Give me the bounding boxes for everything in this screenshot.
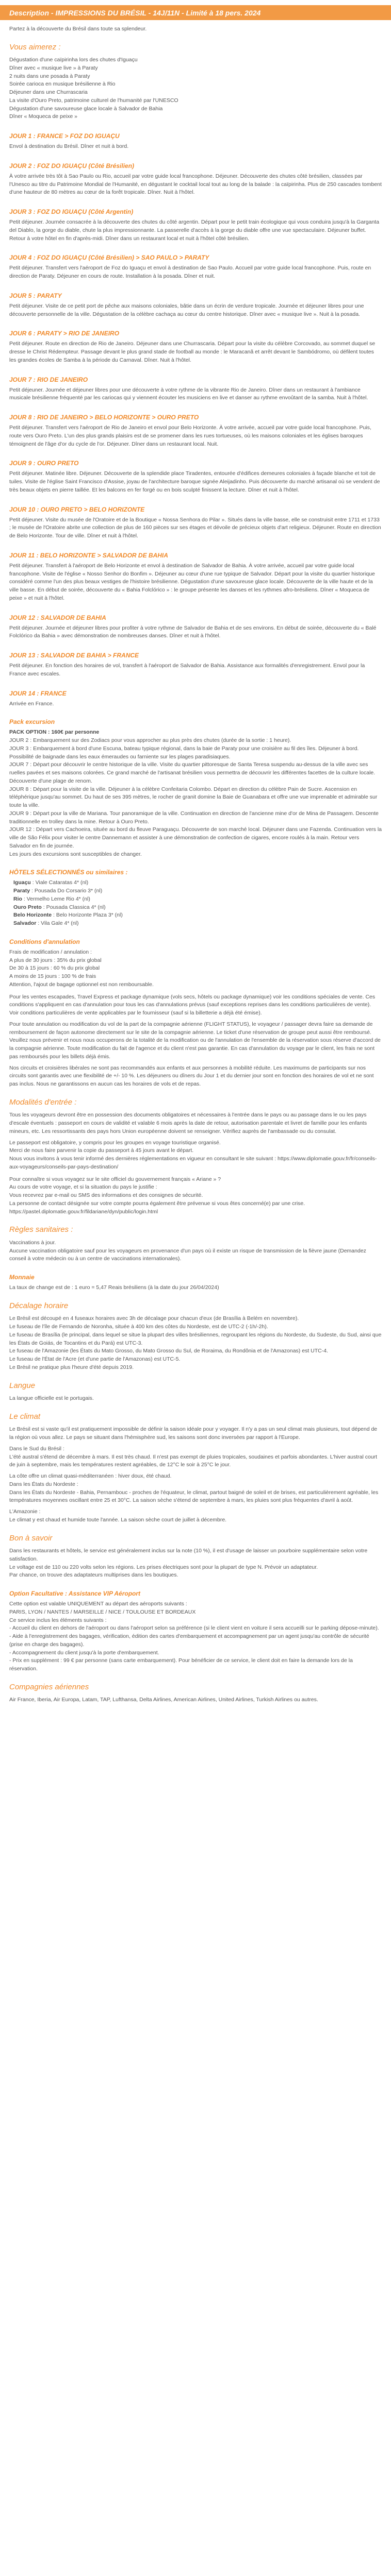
hotel-name: Viale Cataratas 4* (nl): [35, 879, 89, 886]
day-text: Petit déjeuner. Journée consacrée à la découverte des chutes du côté argentin. Départ pour le petit train écologique qui vous conduira jusqu'à la Garganta del Diablo, la gorge du diable, chute la plus impressionnante. La passerelle d'accès à la gorge du diable offre une vue spectaculaire. Déjeuner buffet. Retour à votre hôtel en fin d'après-midi. Dîner dans un restaurant local et nuit à l'hôtel côté brésilien.: [9, 219, 380, 242]
hotel-city: Belo Horizonte: [13, 912, 52, 919]
climate-line: Dans les États du Nordeste :: [9, 1481, 78, 1487]
conditions-section: [9, 948, 382, 1089]
pack-section: [9, 728, 382, 858]
tips-title: Bon à savoir: [9, 1533, 53, 1543]
day-text: Petit déjeuner. Journée et déjeuner libres pour une découverte à votre rythme de la vibrante Rio de Janeiro. Dîner dans un restaurant à l'ambiance musicale brésilienne fréquenté par les cariocas qui y viennent écouter les musiciens en live et danser au rythme envoûtant de la samba. Nuit à l'hôtel.: [9, 386, 368, 401]
hotel-name: Pousada Do Corsario 3* (nl): [34, 888, 103, 894]
ariane-link[interactable]: https://pastel.diplomatie.gouv.fr/fildariane/dyn/public/login.html: [9, 1208, 158, 1215]
formalities-line: Merci de nous faire parvenir la copie du passeport à 45 jours avant le départ.: [9, 1147, 194, 1154]
tips-line: Le voltage est de 110 ou 220 volts selon les régions. Les prises électriques sont pour la plupart de type N. Prévoir un adaptateur.: [9, 1564, 318, 1570]
language-title: Langue: [9, 1381, 36, 1390]
climate-line: L'Amazonie :: [9, 1509, 41, 1515]
highlight-item: Déjeuner dans une Churrascaria: [9, 89, 88, 96]
vip-title: Option Facultative : Assistance VIP Aéroport: [9, 1590, 141, 1598]
day-text: Petit déjeuner. Transfert vers l'aéroport de Rio de Janeiro et envol pour Belo Horizonte. À votre arrivée, accueil par votre guide local francophone. Puis, route vers Ouro Preto. L'un des plus grands plaisirs est de se promener dans les rues tortueuses, où les maisons coloniales et les églises baroques témoignent de l'âge d'or du cycle de l'or. Déjeuner. Dîner dans un restaurant local. Nuit.: [9, 425, 371, 447]
day-text: Petit déjeuner. Transfert à l'aéroport de Belo Horizonte et envol à destination de Salvador de Bahia. À votre arrivée, accueil par votre guide local francophone. Visite de l'église « Nosso Senhor do Bonfim ». Déjeuner au cœur d'une rue typique de Salvador. Départ pour la visite du quartier historique considéré comme l'un des plus beaux vestiges de l'histoire brésilienne. Dégustation d'une savoureuse glace locale. Découverte de la ville haute et de la ville basse. En début de soirée, découverte du « Bahia Folclórico » : le groupe présente les danses et les rythmes afro-brésiliens. Dîner « Moqueca de peixe » et nuit à l'hôtel.: [9, 562, 375, 601]
day-title: JOUR 8 : RIO DE JANEIRO > BELO HORIZONTE > OURO PRETO: [9, 414, 199, 421]
airlines-text: Air France, Iberia, Air Europa, Latam, TAP, Lufthansa, Delta Airlines, American Airlines, United Airlines, Turkish Airlines ou autres.: [9, 1697, 318, 1703]
climate-line: Dans le Sud du Brésil :: [9, 1445, 64, 1452]
pack-line: JOUR 8 : Départ pour la visite de la ville. Déjeuner à la célèbre Confeitaria Colombo. Départ en direction du célèbre Pain de Sucre. Ascension en téléphérique jusqu'au sommet. Du haut de ses 395 mètres, le rocher de granit domine la Baie de Guanabara et offre une vue imprenable et admirable sur toute la ville.: [9, 786, 378, 809]
climate-title: Le climat: [9, 1412, 41, 1421]
vip-line: Ce service inclus les éléments suivants :: [9, 1617, 107, 1623]
vip-line: - Prix en supplément : 99 € par personne (sans carte embarquement). Pour bénéficier de ce service, le client doit en faire la demande lors de la réservation.: [9, 1657, 353, 1672]
hotels-title: HÔTELS SÉLECTIONNÉS ou similaires :: [9, 869, 128, 876]
highlights-title: Vous aimerez :: [9, 42, 61, 52]
conditions-paragraph: Nos circuits et croisières libérales ne sont pas recommandés aux enfants et aux personnes à mobilité réduite. Les maximums de participants sur nos circuits sont garantis avec une flexibilité de +/- 10 %. Les déjeuners ou dîners du Jour 1 et du dernier jour sont en fonction des horaires de vol et ne sont pas inclus. Nous ne garantissons en aucun cas les horaires de vols et de repas.: [9, 1064, 374, 1088]
day-title: JOUR 9 : OURO PRETO: [9, 460, 79, 467]
hotel-item: Ouro Preto : Pousada Classica 4* (nl): [13, 904, 106, 910]
timezone-line: Le Brésil est découpé en 4 fuseaux horaires avec 3h de décalage pour chacun d'eux (de Brasília à Belém en novembre).: [9, 1315, 299, 1322]
timezone-line: Le Brésil ne pratique plus l'heure d'été depuis 2019.: [9, 1364, 134, 1370]
tips-section: [9, 1547, 382, 1580]
hotel-name: Vila Gale 4* (nl): [41, 920, 79, 927]
formalities-title: Modalités d'entrée :: [9, 1097, 77, 1107]
pack-title: Pack excursion: [9, 718, 55, 726]
conditions-line: A plus de 30 jours : 35% du prix global: [9, 957, 102, 963]
day-title: JOUR 14 : FRANCE: [9, 689, 67, 697]
pack-line: JOUR 9 : Départ pour la ville de Mariana. Tour panoramique de la ville. Continuation en direction de l'ancienne mine d'or de Mina de Passagem. Descente traditionnelle en trolley dans la mine. Retour à Ouro Preto.: [9, 810, 379, 825]
day-text: À votre arrivée très tôt à Sao Paulo ou Rio, accueil par votre guide local francophone. Déjeuner. Découverte des chutes côté brésilien, classées par l'Unesco au titre du Patrimoine Mondial de l'Humanité, en dégustant le cocktail local tout au long de la balade : la caïpirinha. Plus de 250 cascades tombent d'une hauteur de 80 mètres au cœur de la forêt tropicale. Dîner. Nuit à l'hôtel.: [9, 173, 382, 196]
highlight-item: Dîner avec « musique live » à Paraty: [9, 64, 98, 71]
pack-line: JOUR 2 : Embarquement sur des Zodiacs pour vous approcher au plus près des chutes (durée de la sortie : 1 heure).: [9, 737, 291, 744]
day-title: JOUR 10 : OURO PRETO > BELO HORIZONTE: [9, 505, 145, 513]
pack-price: PACK OPTION : 160€ par personne: [9, 729, 100, 736]
day-text: Petit déjeuner. Transfert vers l'aéroport de Foz do Iguaçu et envol à destination de Sao Paulo. Accueil par votre guide local francophone. Puis, route en direction de Paraty. Déjeuner en cours de route. Installation à la posada. Dîner et nuit.: [9, 265, 371, 280]
timezone-title: Décalage horaire: [9, 1301, 69, 1310]
hotel-city: Ouro Preto: [13, 904, 42, 910]
highlight-item: Soirée carioca en musique brésilienne à Rio: [9, 81, 116, 88]
timezone-line: Le fuseau de Brasília (le principal, dans lequel se situe la plupart des villes brésiliennes, regroupant les régions du Nordeste, du Sudeste, du Sud, ainsi que les États de Goiás, de Tocantins et du Pará) est UTC-3.: [9, 1331, 382, 1346]
highlight-item: Dégustation d'une savoureuse glace locale à Salvador de Bahia: [9, 105, 163, 112]
day-title: JOUR 3 : FOZ DO IGUAÇU (Côté Argentin): [9, 208, 134, 216]
airlines-title: Compagnies aériennes: [9, 1682, 89, 1691]
page: [0, 5, 391, 1704]
health-section: [9, 1239, 382, 1263]
hotel-item: Belo Horizonte : Belo Horizonte Plaza 3* (nl): [13, 912, 123, 919]
formalities-line: Au cours de votre voyage, et si la situation du pays le justifie :: [9, 1184, 157, 1191]
health-title: Règles sanitaires :: [9, 1225, 73, 1234]
hotels-list: [9, 879, 382, 928]
formalities-line: Le passeport est obligatoire, y compris pour les groupes en voyage touristique organisé.: [9, 1139, 221, 1146]
itinerary: [9, 131, 382, 708]
conditions-title: Conditions d'annulation: [9, 938, 80, 945]
formalities-line: Nous vous invitons à vous tenir informé des dernières réglementations en vigueur en consultant le site suivant : https://www.diplomatie.gouv.fr/fr/conseils-aux-voyageurs/conseils-par-pays-destination/: [9, 1156, 377, 1170]
day-text: Arrivée en France.: [9, 700, 54, 707]
day-text: Petit déjeuner. Route en direction de Rio de Janeiro. Déjeuner dans une Churrascaria. Départ pour la visite du célèbre Corcovado, au sommet duquel se dresse le Christ Rédempteur. Passage devant le plus grand stade de football au monde : le Maracanã et arrêt devant le Sambódromo, où défilent toutes les grandes écoles de Samba à la période du Carnaval. Dîner. Nuit à l'hôtel.: [9, 341, 376, 363]
timezone-line: Le fuseau de l'île de Fernando de Noronha, située à 400 km des côtes du Nordeste, est de UTC-2 (-1h/-2h).: [9, 1324, 268, 1330]
hotel-city: Rio: [13, 895, 22, 902]
hotel-name: Belo Horizonte Plaza 3* (nl): [56, 912, 123, 919]
hotel-name: Vermelho Leme Rio 4* (nl): [26, 895, 90, 902]
day-title: JOUR 5 : PARATY: [9, 292, 62, 299]
tips-line: Dans les restaurants et hôtels, le service est généralement inclus sur la note (10 %), il est d'usage de laisser un pourboire supplémentaire selon votre satisfaction.: [9, 1548, 368, 1562]
highlight-item: La visite d'Ouro Preto, patrimoine culturel de l'humanité par l'UNESCO: [9, 97, 178, 104]
day-title: JOUR 2 : FOZ DO IGUAÇU (Côté Brésilien): [9, 162, 135, 170]
climate-line: L'été austral s'étend de décembre à mars. Il est très chaud. Il n'est pas exempt de pluies tropicales, soudaines et parfois abondantes. L'hiver austral court de juin à septembre, mais les températures restent agréables, de 12°C le soir à 25°C le jour.: [9, 1453, 378, 1468]
day-text: Envol à destination du Brésil. Dîner et nuit à bord.: [9, 143, 129, 150]
hotel-item: Rio : Vermelho Leme Rio 4* (nl): [13, 895, 90, 902]
intro-text: Partez à la découverte du Brésil dans toute sa splendeur.: [9, 25, 147, 32]
climate-line: Dans les États du Nordeste - Bahia, Pernambouc - proches de l'équateur, le climat, partout baigné de soleil et de brises, est particulièrement agréable, les températures moyennes oscillant entre 25 et 30°C. La saison sèche s'étend de septembre à mars, les pluies sont plus fréquentes d'avril à août.: [9, 1489, 379, 1504]
day-text: Petit déjeuner. Visite de ce petit port de pêche aux maisons coloniales, bâtie dans un écrin de verdure tropicale. Journée et déjeuner libres pour une découverte personnelle de la ville. Dégustation de la célèbre cachaça au cœur du centre historique. Dîner avec « musique live ». Nuit à la posada.: [9, 302, 364, 317]
pack-line: JOUR 3 : Embarquement à bord d'une Escuna, bateau typique régional, dans la baie de Paraty pour une croisière au fil des îles. Déjeuner à bord. Possibilité de baignade dans les eaux émeraudes ou farniente sur les plages paradisiaques.: [9, 745, 359, 760]
formalities-line: Pour connaître si vous voyagez sur le site officiel du gouvernement français « Ariane » ?: [9, 1176, 221, 1182]
climate-line: Le Brésil est si vaste qu'il est pratiquement impossible de définir la saison idéale pour y voyager. Il n'y a pas un seul climat mais plusieurs, tout dépend de la région où vous allez. Le pays se situant dans l'hémisphère sud, les saisons sont donc inversées par rapport à l'Europe.: [9, 1426, 378, 1441]
vip-line: PARIS, LYON / NANTES / MARSEILLE / NICE / TOULOUSE ET BORDEAUX: [9, 1608, 196, 1615]
currency-title: Monnaie: [9, 1274, 35, 1281]
conditions-paragraph: Pour les ventes escapades, Travel Express et package dynamique (vols secs, hôtels ou package dynamique) voir les conditions spéciales de vente. Ces conditions s'appliquent en cas d'annulation pour tous les cas d'annulations prévus (sauf exceptions reprises dans les conditions particulières de vente). Voir conditions particulières de vente applicables par le fournisseur (sauf si la billetterie a déjà été émise).: [9, 993, 376, 1016]
climate-line: La côte offre un climat quasi-méditerranéen : hiver doux, été chaud.: [9, 1473, 172, 1480]
pack-note: Les jours des excursions sont susceptibles de changer.: [9, 851, 142, 857]
day-text: Petit déjeuner. Journée et déjeuner libres pour profiter à votre rythme de Salvador de Bahia et de ses environs. En début de soirée, découverte du « Balé Folclórico da Bahia » avec démonstration de nombreuses danses. Dîner et nuit à l'hôtel.: [9, 624, 377, 639]
health-line: Vaccinations à jour.: [9, 1239, 56, 1246]
day-text: Petit déjeuner. Matinée libre. Déjeuner. Découverte de la splendide place Tiradentes, entourée d'édifices demeures coloniales à façade blanche et toit de tuiles. Visite de l'église Saint Francisco d'Assise, joyau de l'architecture baroque signée Aleijadinho. Puis découverte du marché artisanal où se vendent de très beaux objets en pierre taillée. Et les balcons en fer forgé ou en bois sculpté finissent la lecture. Dîner et nuit à l'hôtel.: [9, 470, 380, 493]
timezone-section: [9, 1315, 382, 1371]
pack-line: JOUR 7 : Départ pour découvrir le centre historique de la ville. Visite du quartier pittoresque de Santa Teresa suspendu au-dessus de la ville avec ses ruelles pavées et ses maisons colorées. Ce grand marché de l'artisanat brésilien vous permettra de découvrir les différentes facettes de la culture locale. Découverte d'une plage de renom.: [9, 761, 376, 784]
hotel-item: Salvador : Vila Gale 4* (nl): [13, 920, 79, 927]
formalities-section: [9, 1111, 382, 1216]
day-title: JOUR 6 : PARATY > RIO DE JANEIRO: [9, 330, 120, 337]
conditions-line: A moins de 15 jours : 100 % de frais: [9, 973, 96, 980]
hotel-name: Pousada Classica 4* (nl): [46, 904, 106, 910]
formalities-line: La personne de contact désignée sur votre compte pourra également être prévenue si vous êtes concerné(e) par une crise.: [9, 1200, 305, 1207]
highlight-item: 2 nuits dans une posada à Paraty: [9, 73, 90, 79]
day-title: JOUR 11 : BELO HORIZONTE > SALVADOR DE BAHIA: [9, 551, 168, 559]
hotel-item: Paraty : Pousada Do Corsario 3* (nl): [13, 888, 103, 894]
vip-line: - Accueil du client en dehors de l'aéroport ou dans l'aéroport selon sa préférence (si le client vient en voiture il sera accueilli sur le parking dépose-minute).: [9, 1625, 379, 1632]
vip-section: [9, 1600, 382, 1673]
highlight-item: Dîner « Moqueca de peixe »: [9, 113, 77, 120]
language-text: La langue officielle est le portugais.: [9, 1395, 94, 1402]
conditions-line: Attention, l'ajout de bagage optionnel est non remboursable.: [9, 981, 154, 988]
highlights-list: [9, 56, 382, 121]
climate-line: Le climat y est chaud et humide toute l'année. La saison sèche court de juillet à décembre.: [9, 1516, 227, 1523]
hotel-city: Iguaçu: [13, 879, 31, 886]
health-line: Aucune vaccination obligatoire sauf pour les voyageurs en provenance d'un pays où il existe un risque de transmission de la fièvre jaune (Demandez conseil à votre médecin ou à un centre de vaccinations internationales).: [9, 1247, 366, 1262]
currency-text: La taux de change est de : 1 euro = 5,47 Reais brésiliens (à la date du jour 26/04/2024): [9, 1284, 219, 1291]
climate-section: [9, 1426, 382, 1524]
day-title: JOUR 7 : RIO DE JANEIRO: [9, 376, 88, 383]
page-title: Description - IMPRESSIONS DU BRÉSIL - 14J/11N - Limité à 18 pers. 2024: [0, 5, 391, 20]
timezone-line: Le fuseau de l'État de l'Acre (et d'une partie de l'Amazonas) est UTC-5.: [9, 1356, 181, 1363]
timezone-line: Le fuseau de l'Amazonie (les États du Mato Grosso, du Mato Grosso du Sul, de Roraima, du Rondônia et de l'Amazonas) est UTC-4.: [9, 1348, 328, 1354]
hotel-city: Salvador: [13, 920, 37, 927]
conditions-paragraph: Pour toute annulation ou modification du vol de la part de la compagnie aérienne (FLIGHT STATUS), le voyageur / passager devra faire sa demande de remboursement de façon autonome directement sur le site de la compagnie aérienne. Le ticket d'une réservation de groupe peut aussi être remboursé. Veuillez nous prévenir et nous nous occuperons de la totalité de la modification ou de l'annulation de l'ensemble de la réservation sous réserve d'accord de la compagnie aérienne. Toute modification du fait de l'agence et du client n'est pas garantie. En cas d'annulation du voyage par le client, les frais ne sont pas remboursés pour les billets déjà émis.: [9, 1021, 381, 1060]
vip-line: - Accompagnement du client jusqu'à la porte d'embarquement.: [9, 1649, 159, 1656]
vip-line: - Aide à l'enregistrement des bagages, vérification, édition des cartes d'embarquement et accompagnement par un agent jusqu'au contrôle de sécurité (prise en charge des bagages).: [9, 1633, 369, 1648]
conditions-line: De 30 à 15 jours : 60 % du prix global: [9, 965, 100, 972]
day-title: JOUR 12 : SALVADOR DE BAHIA: [9, 614, 106, 621]
day-text: Petit déjeuner. En fonction des horaires de vol, transfert à l'aéroport de Salvador de Bahia. Assistance aux formalités d'enregistrement. Envol pour la France avec escales.: [9, 663, 365, 677]
vip-line: Cette option est valable UNIQUEMENT au départ des aéroports suivants :: [9, 1601, 187, 1607]
day-title: JOUR 13 : SALVADOR DE BAHIA > FRANCE: [9, 652, 139, 659]
formalities-line: Vous recevrez par e-mail ou SMS des informations et des consignes de sécurité.: [9, 1192, 203, 1199]
day-title: JOUR 1 : FRANCE > FOZ DO IGUAÇU: [9, 132, 120, 140]
hotel-item: Iguaçu : Viale Cataratas 4* (nl): [13, 879, 89, 886]
hotel-city: Paraty: [13, 888, 30, 894]
day-text: Petit déjeuner. Visite du musée de l'Oratoire et de la Boutique « Nossa Senhora do Pilar ». Situés dans la ville basse, elle se construisit entre 1711 et 1733 ; le musée de l'Oratoire abrite une collection de plus de 160 pièces sur ses étages et dévoile de précieux objets d'art religieux. Déjeuner. Route en direction de Belo Horizonte. Tour de ville. Dîner et nuit à l'hôtel.: [9, 516, 381, 539]
highlight-item: Dégustation d'une caïpirinha lors des chutes d'Iguaçu: [9, 57, 138, 63]
pack-line: JOUR 12 : Départ vers Cachoeira, située au bord du fleuve Paraguaçu. Découverte de son marché local. Déjeuner dans une Fazenda. Continuation vers la ville de São Félix pour visiter le centre Dannemann et assister à une démonstration de confection de cigares, encore roulés à la main. Retour vers Salvador en fin de journée.: [9, 826, 382, 849]
conditions-line: Frais de modification / annulation :: [9, 948, 92, 955]
formalities-line: Tous les voyageurs devront être en possession des documents obligatoires et nécessaires à l'entrée dans le pays ou au passage dans le ou les pays d'escale éventuels : passeport en cours de validité et valable 6 mois après la date de retour, autorisation parentale et livret de famille pour les enfants mineurs, etc. Les ressortissants des pays hors Union européenne doivent se renseigner. Vérifiez auprès de l'ambassade ou du consulat.: [9, 1112, 367, 1134]
day-title: JOUR 4 : FOZ DO IGUAÇU (Côté Brésilien) > SAO PAULO > PARATY: [9, 254, 209, 262]
tips-line: Par chance, on trouve des adaptateurs multiprises dans les boutiques.: [9, 1572, 178, 1579]
